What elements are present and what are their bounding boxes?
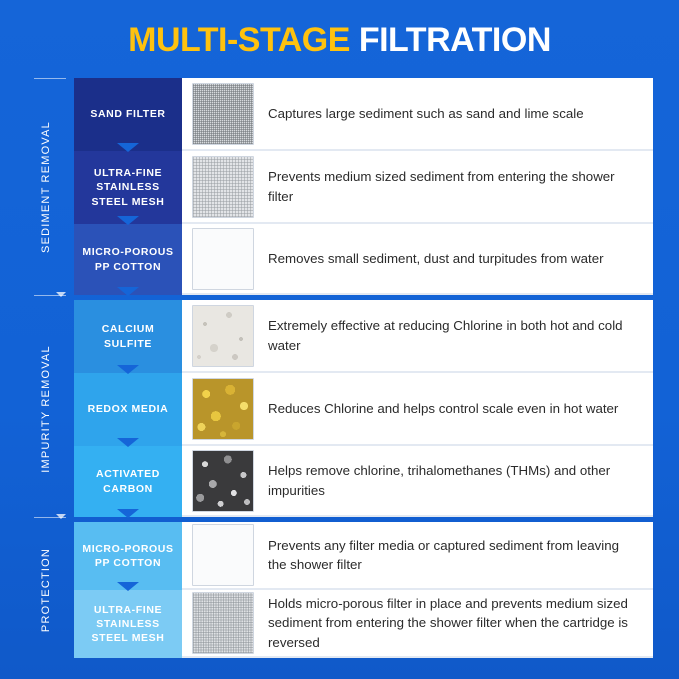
chevron-down-icon — [117, 216, 139, 225]
activated-carbon-swatch — [192, 450, 254, 512]
description-cell — [182, 78, 653, 151]
stage-cell — [74, 590, 182, 658]
table-row[interactable] — [74, 300, 653, 373]
calcium-sulfite-swatch — [192, 305, 254, 367]
pp-cotton-swatch — [192, 228, 254, 290]
chevron-down-icon — [117, 143, 139, 152]
chevron-down-icon — [117, 582, 139, 591]
stage-cell — [74, 78, 182, 151]
stage-label: REDOX MEDIA — [87, 403, 169, 416]
stage-description: Reduces Chlorine and helps control scale even in hot water — [268, 400, 619, 416]
stage-description: Holds micro-porous filter in place and prevents medium sized sediment from entering the shower filter when the cartridge is reversed — [268, 596, 628, 650]
stage-label: ULTRA-FINE STAINLESS STEEL MESH — [91, 167, 165, 208]
chevron-down-icon — [117, 438, 139, 447]
table-row[interactable] — [74, 78, 653, 151]
table-row[interactable] — [74, 224, 653, 295]
stage-label: MICRO-POROUS PP COTTON — [82, 542, 174, 569]
stage-description: Prevents any filter media or captured sediment from leaving the shower filter — [268, 537, 620, 572]
group-impurity-removal-label: IMPURITY REMOVAL — [40, 344, 52, 473]
stage-rows — [74, 78, 653, 658]
sand-filter-mesh-swatch — [192, 83, 254, 145]
stage-description: Removes small sediment, dust and turpitudes from water — [268, 250, 604, 266]
group-protection — [26, 522, 66, 658]
redox-media-swatch — [192, 378, 254, 440]
group-divider-mid-1 — [34, 295, 66, 296]
chevron-down-icon — [117, 287, 139, 296]
stage-label: ULTRA-FINE STAINLESS STEEL MESH — [91, 603, 165, 645]
description-cell — [182, 590, 653, 658]
description-cell — [182, 224, 653, 295]
group-sediment-removal-label: SEDIMENT REMOVAL — [40, 120, 52, 253]
stage-label: MICRO-POROUS PP COTTON — [82, 246, 174, 273]
group-impurity-removal — [26, 300, 66, 517]
stage-cell — [74, 151, 182, 224]
stage-description: Captures large sediment such as sand and lime scale — [268, 105, 584, 121]
description-cell — [182, 373, 653, 446]
description-cell — [182, 300, 653, 373]
table-row[interactable] — [74, 590, 653, 658]
stage-cell — [74, 522, 182, 590]
table-row[interactable] — [74, 151, 653, 224]
group-divider-mid-2 — [34, 517, 66, 518]
description-cell — [182, 151, 653, 224]
stage-cell — [74, 446, 182, 517]
stage-label: CALCIUM SULFITE — [101, 323, 155, 350]
table-row[interactable] — [74, 446, 653, 517]
stainless-steel-mesh-swatch-2 — [192, 592, 254, 654]
chevron-down-icon — [117, 509, 139, 518]
description-cell — [182, 446, 653, 517]
stainless-steel-mesh-swatch — [192, 156, 254, 218]
page-title — [0, 0, 679, 59]
chevron-down-icon — [117, 365, 139, 374]
filtration-stages-chart — [26, 78, 653, 658]
stage-description: Extremely effective at reducing Chlorine in both hot and cold water — [268, 318, 623, 353]
stage-cell — [74, 224, 182, 295]
group-protection-label: PROTECTION — [40, 547, 52, 633]
title-part-two: FILTRATION — [358, 21, 551, 59]
table-row[interactable] — [74, 373, 653, 446]
group-label-column — [26, 78, 66, 658]
title-part-one: MULTI-STAGE — [128, 21, 350, 59]
group-sediment-removal — [26, 78, 66, 295]
stage-description: Prevents medium sized sediment from entering the shower filter — [268, 169, 615, 204]
stage-description: Helps remove chlorine, trihalomethanes (THMs) and other impurities — [268, 463, 611, 498]
stage-label: SAND FILTER — [90, 108, 166, 121]
stage-label: ACTIVATED CARBON — [96, 468, 160, 495]
pp-cotton-swatch — [192, 524, 254, 586]
description-cell — [182, 522, 653, 590]
table-row[interactable] — [74, 522, 653, 590]
stage-cell — [74, 373, 182, 446]
stage-cell — [74, 300, 182, 373]
group-divider-top — [34, 78, 66, 79]
